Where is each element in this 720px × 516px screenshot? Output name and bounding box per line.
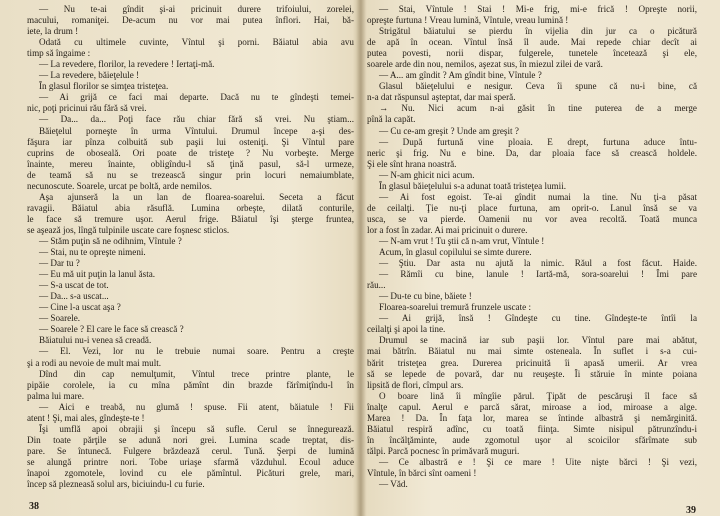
text-line: În glasul băieţelului s-a adunat toată tristeţea lumii. (379, 180, 567, 191)
text-line: O boare lină îi mîngîie părul. Ţipăt de pescăruşi îl face să (379, 390, 697, 401)
text-line: să se lepede de povară, dar nu reuşeşte. Îi stăruie în minte poiana (367, 368, 697, 379)
text-line: Marea ! Da. În faţa lor, marea se întinde albastră şi nemărginită. (367, 412, 697, 423)
text-line: le face să tremure uşor. Aerul frige. Băiatul îşi şterge fruntea, (27, 213, 354, 224)
text-line: Băiatului nu-i venea să creadă. (39, 335, 152, 346)
text-line: — Du-te cu bine, băiete ! (379, 291, 472, 302)
text-line: se aşează jos, lîngă tulpinile uscate care foşnesc sticlos. (27, 224, 230, 235)
text-line: timp să îngaime : (27, 48, 91, 59)
text-line: — Văd. (379, 479, 408, 490)
text-line: — Cu ce-am greşit ? Unde am greşit ? (379, 125, 519, 136)
text-line: necunoscute. Soarele, urcat pe boltă, arde nemilos. (27, 180, 212, 191)
text-line: de teamă să nu se trezească singur prin locuri nemaiumblate, (27, 169, 354, 180)
text-line: — Cine l-a uscat aşa ? (39, 302, 121, 313)
text-line: nic, poţi pricinui rău fără să vrei. (27, 103, 147, 114)
text-line: — Nu te-ai gîndit şi-ai pricinuit durere trifoiului, zorelei, (39, 4, 354, 14)
text-line: — La revedere, florilor, la revedere ! Iertaţi-mă. (39, 59, 215, 70)
text-line: — Da... s-a uscat... (39, 291, 109, 302)
text-line: — După furtună vine ploaia. E drept, furtuna aduce întu- (379, 136, 697, 147)
text-line: lipsită de flori, cîmpul ars. (367, 379, 464, 390)
text-line: Din toate părţile se adună nori grei. Lumina scade treptat, dis- (27, 434, 354, 445)
text-line: pare. Se întunecă. Fulgere brăzdează cerul. Tună. Şerpi de lumină (27, 445, 354, 456)
text-line: se alungă printre nori. Tobe uriaşe sfarmă văzduhul. Ecoul aduce (27, 456, 354, 467)
text-line: de ceilalţi. Ţie nu-ţi place furtuna, am oprit-o. Lanul însă se va (367, 202, 697, 213)
text-line: — Aici e treabă, nu glumă ! spuse. Fii atent, băiatule ! Fii (39, 401, 354, 412)
text-line: Floarea-soarelui tremură frunzele uscate : (379, 302, 532, 313)
left-page-number: 38 (29, 501, 39, 512)
text-line: Băiatul respiră adînc, cu toată fiinţa. Simte nisipul pătrunzîndu-i (367, 423, 697, 434)
text-line: Dînd din cap nemulţumit, Vîntul trece printre plante, le (39, 368, 354, 379)
text-line: Şi ele sînt hrana noastră. (367, 158, 457, 169)
text-line: neric şi frig. Nu e bine. Da, dar ploaia face să crească holdele. (367, 147, 697, 158)
text-line: n-a dat răspunsul aşteptat, dar mai speră. (367, 92, 516, 103)
text-line: — Dar tu ? (39, 258, 80, 269)
text-line: — Stai, nu te opreşte nimeni. (39, 247, 146, 258)
text-line: Odată cu ultimele cuvinte, Vîntul şi porni. Băiatul abia avu (39, 37, 354, 48)
right-page (367, 0, 697, 516)
text-line: — N-am vrut ! Tu ştii că n-am vrut, Vîntule ! (379, 235, 545, 246)
text-line: — S-a uscat de tot. (39, 280, 109, 291)
text-line: iete, la drum ! (27, 26, 79, 37)
text-line: în încălţăminte, aude zgomotul uşor al scoicilor sfărîmate sub (367, 434, 697, 445)
text-line: macului, romaniţei. De-acum nu vor mai putea înflori. Hai, bă- (27, 15, 354, 26)
text-line: Strigătul băiatului se pierdu în vijelia din jur ca o picătură (379, 26, 697, 37)
text-line: — Ai grijă, însă ! Gîndeşte cu tine. Gîndeşte-te întîi la (379, 313, 697, 324)
text-line: bărit tristeţea grea. Durerea pricinuită îi apasă umerii. Ar vrea (367, 357, 697, 368)
text-line: — Ce albastră e ! Şi ce mare ! Uite nişte bărci ! Şi vezi, (379, 456, 697, 467)
text-line: — Stăm puţin să ne odihnim, Vîntule ? (39, 235, 182, 246)
text-line: Glasul băieţelului e nesigur. Ceva îi spune că nu-i bine, că (379, 81, 697, 92)
text-line: — Ai fost egoist. Te-ai gîndit numai la tine. Nu ţi-a păsat (379, 191, 697, 202)
text-line: Îşi umflă apoi obrajii şi începu să sufle. Cerul se înnegurează. (39, 423, 354, 434)
text-line: pînă la capăt. (367, 114, 416, 125)
text-line: — La revedere, băieţelule ! (39, 70, 140, 81)
text-line: atent ! Şi, mai ales, gîndeşte-te ! (27, 412, 145, 423)
text-line: lor a fost în zadar. Ai mai pricinuit o durere. (367, 224, 528, 235)
text-line: înainte, mereu înainte, obligîndu-l să ţină pasul, să-l urmeze, (27, 158, 354, 169)
text-line: de apă în ocean. Vîntul însă îl aude. Mai repede chiar decît ai (367, 37, 697, 48)
text-line: — Stai, Vîntule ! Stai ! Mi-e frig, mi-e frică ! Opreşte norii, (379, 4, 697, 14)
text-line: — El. Vezi, lor nu le trebuie numai soare. Pentru a creşte (39, 346, 354, 357)
text-line: — Da... da... Poţi face rău chiar fără să vrei. Nu ştiam... (39, 114, 354, 125)
text-line: putea povesti, norii dispar, fulgerele, tunetele încetează şi ele, (367, 48, 697, 59)
text-line: Băieţelul porneşte în urma Vîntului. Drumul începe a-şi des- (39, 125, 354, 136)
text-line: tălpi. Parcă pocnesc în primăvară muguri. (367, 445, 520, 456)
text-line: — N-am ghicit nici acum. (379, 169, 475, 180)
text-line: — Soarele. (39, 313, 81, 324)
text-line: soarele arde din nou, nemilos, aşezat sus, în miezul zilei de vară. (367, 59, 603, 70)
left-page (27, 0, 354, 516)
text-line: înalţe capul. Aerul e parcă sărat, miroase a iod, miroase a alge. (367, 401, 697, 412)
text-line: Vîntule, în bărci sînt oameni ! (367, 467, 477, 478)
text-line: cuprins de oboseală. Ori poate de tristeţe ? Nu vorbeşte. Merge (27, 147, 354, 158)
text-line: — Rămîi cu bine, lanule ! Iartă-mă, sora-soarelui ! Îmi pare (379, 269, 697, 280)
text-line: încep să plezneasă solul ars, biciuindu-l cu furie. (27, 479, 205, 490)
text-line: — Ştiu. Dar asta nu ajută la nimic. Răul a fost făcut. Haide. (379, 258, 697, 269)
text-line: mai bătrîn. Băiatul nu mai simte osteneala. În suflet i s-a cui- (367, 346, 697, 357)
text-line: usca, se va pierde. Oamenii nu vor avea recoltă. Toată munca (367, 213, 697, 224)
text-line: — Ai grijă ce faci mai departe. Dacă nu te gîndeşti temei- (39, 92, 354, 103)
text-line: → Nu. Nici acum n-ai găsit în tine puterea de a merge (379, 103, 697, 114)
text-line: rău... (367, 280, 386, 291)
text-line: ceilalţi şi apoi la tine. (367, 324, 446, 335)
text-line: făşura iar pînza colbuită sub paşii lui osteniţi. Şi Vîntul pare (27, 136, 354, 147)
text-line: ravagii. Băiatul abia răsuflă. Lumina orbeşte, dilată conturile, (27, 202, 354, 213)
right-page-number: 39 (686, 505, 696, 516)
text-line: înapoi zgomotele, lovind cu ele pămîntul. Picături grele, mari, (27, 467, 354, 478)
text-line: — Eu mă uit puţin la lanul ăsta. (39, 269, 156, 280)
book-gutter (356, 0, 366, 516)
text-line: palma lui mare. (27, 390, 85, 401)
text-line: şi a rodi au nevoie de mult mai mult. (27, 357, 162, 368)
text-line: Drumul se macină iar sub paşii lor. Vîntul pare mai abătut, (379, 335, 697, 346)
text-line: — A... am gîndit ? Am gîndit bine, Vîntule ? (379, 70, 542, 81)
text-line: — Soarele ? El care le face să crească ? (39, 324, 184, 335)
text-line: opreşte furtuna ! Vreau lumină, Vîntule, vreau lumină ! (367, 15, 569, 26)
text-line: În glasul florilor se simţea tristeţea. (39, 81, 169, 92)
text-line: Aşa ajunseră la un lan de floarea-soarelui. Seceta a făcut (39, 191, 354, 202)
text-line: pipăie corolele, ia cu mîna pămînt din brazde fărîmiţîndu-l în (27, 379, 354, 390)
text-line: Acum, în glasul copilului se simte durere. (379, 247, 532, 258)
